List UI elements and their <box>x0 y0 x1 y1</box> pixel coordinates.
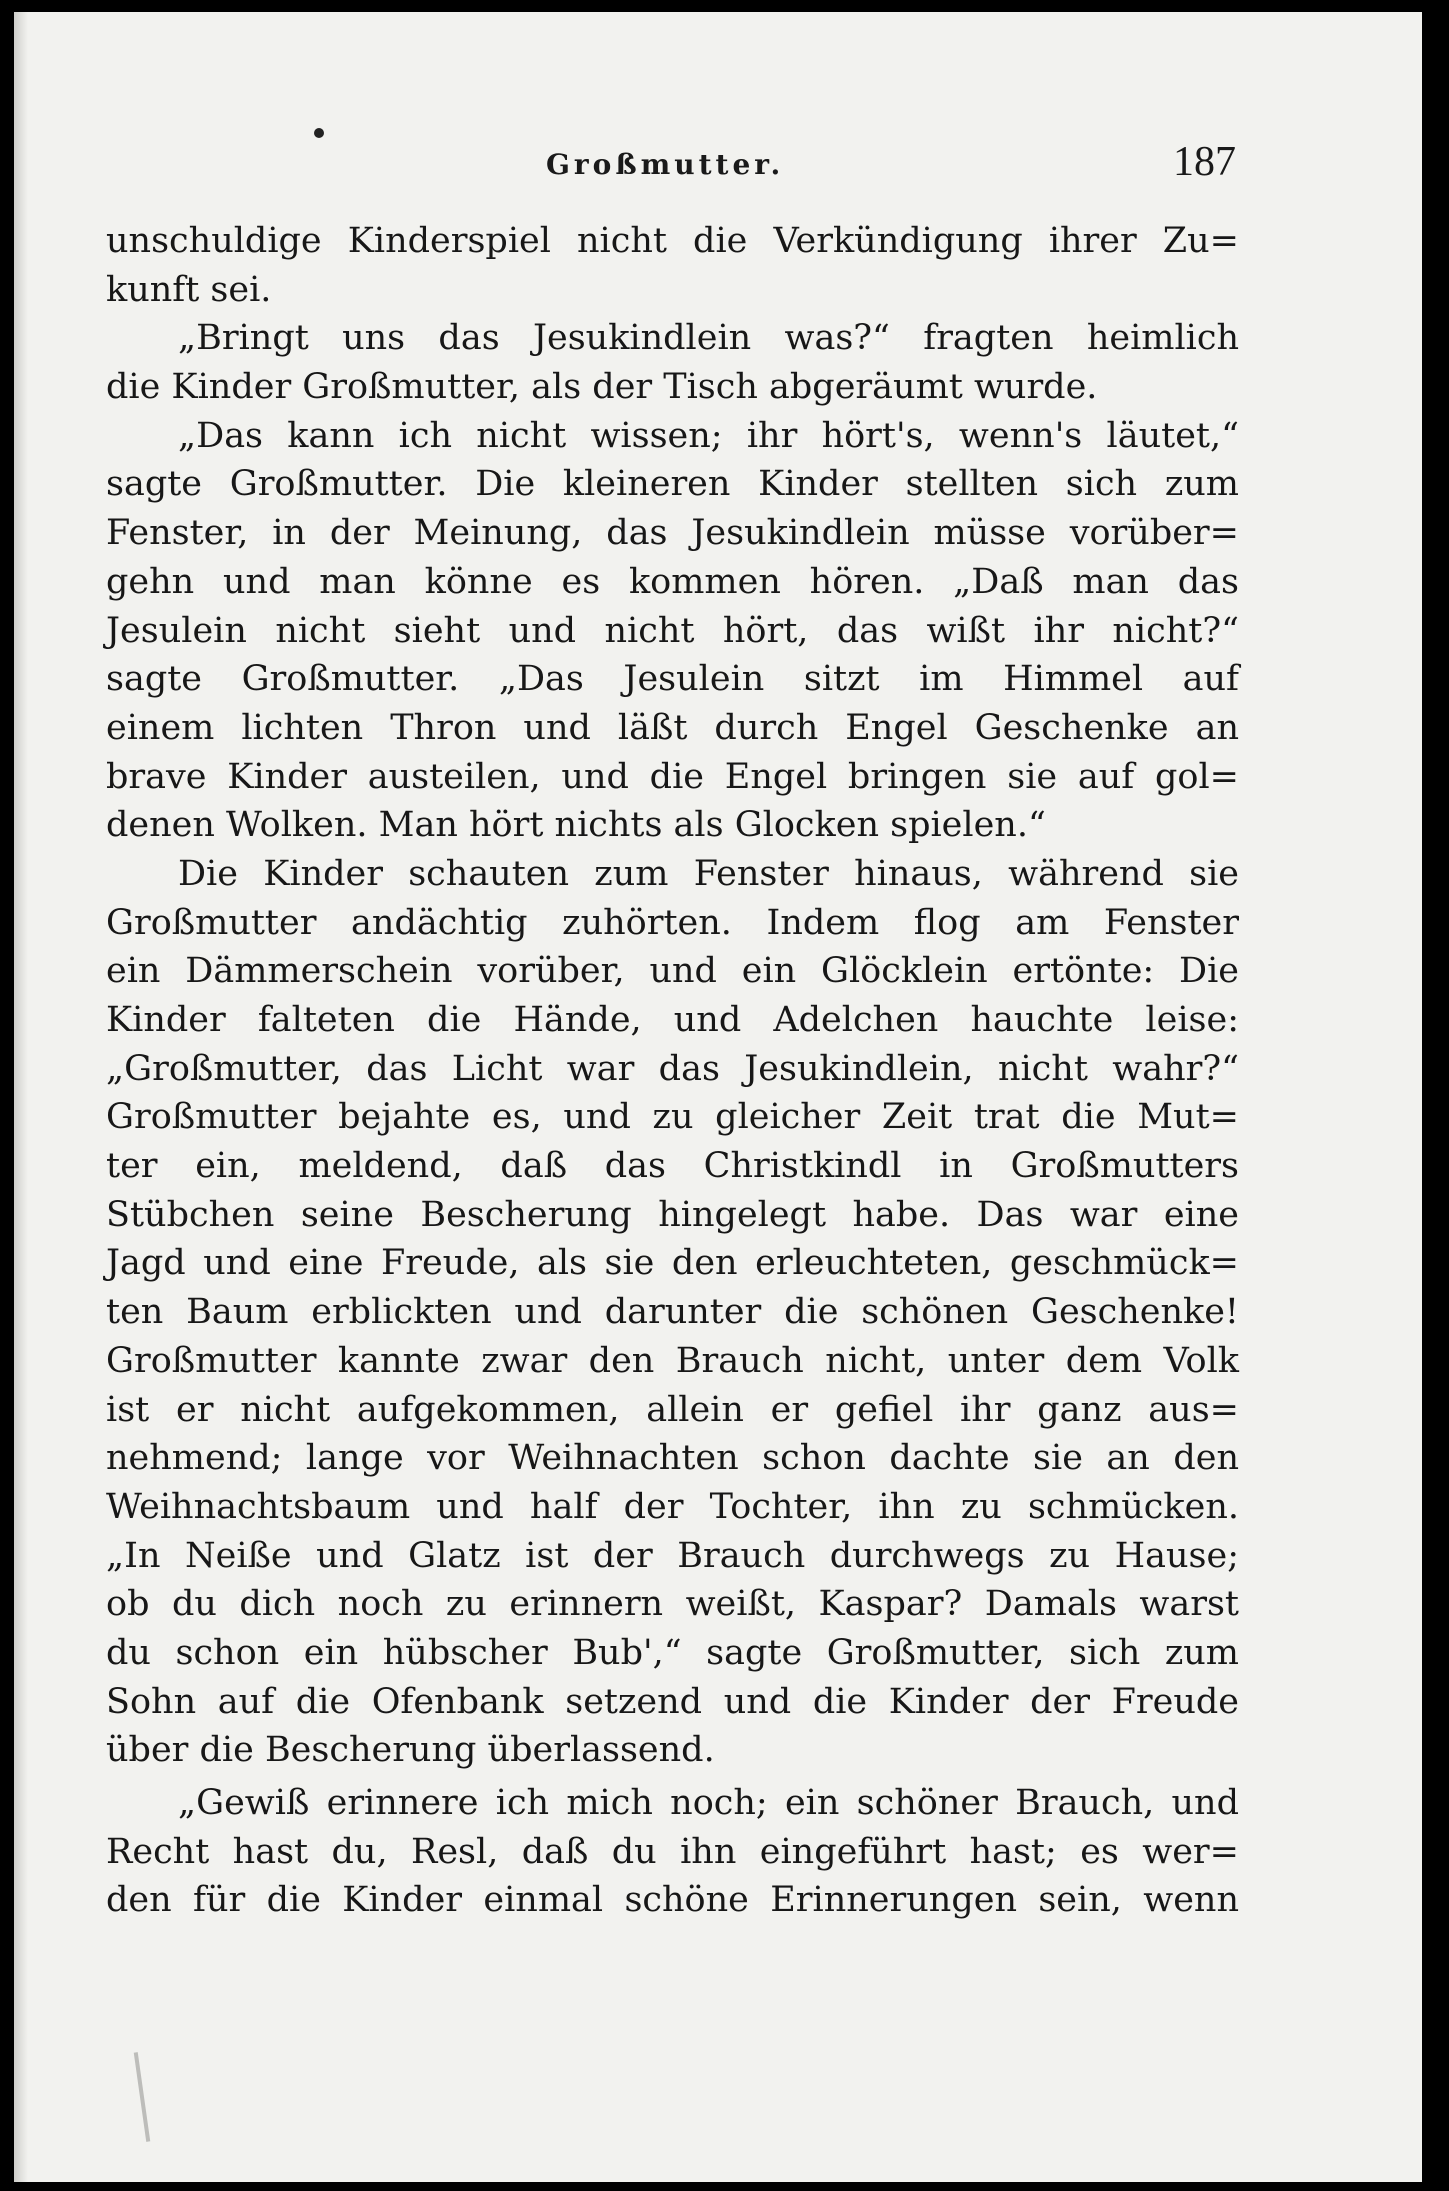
text-line: Sohn auf die Ofenbank setzend und die Kinder der Freude <box>106 1681 1239 1722</box>
body-text <box>106 217 1239 1925</box>
text-line: kunft sei. <box>106 269 272 310</box>
text-line: gehn und man könne es kommen hören. „Daß man das <box>106 561 1239 602</box>
text-line: Jagd und eine Freude, als sie den erleuchteten, geschmück= <box>106 1243 1239 1284</box>
page-number: 187 <box>1173 139 1236 185</box>
text-line: nehmend; lange vor Weihnachten schon dachte sie an den <box>106 1438 1239 1479</box>
text-line: Großmutter kannte zwar den Brauch nicht, unter dem Volk <box>106 1340 1239 1381</box>
text-line: sagte Großmutter. Die kleineren Kinder stellten sich zum <box>106 464 1239 505</box>
page-edge-shadow <box>14 12 28 2182</box>
text-line: unschuldige Kinderspiel nicht die Verkündigung ihrer Zu= <box>106 221 1239 261</box>
page-margin-mark <box>134 2052 150 2142</box>
text-line: einem lichten Thron und läßt durch Engel Geschenke an <box>106 707 1239 748</box>
ink-dot <box>314 128 324 138</box>
text-line: ob du dich noch zu erinnern weißt, Kaspar? Damals warst <box>106 1584 1239 1625</box>
running-title: Großmutter. <box>546 148 785 181</box>
text-line: „Großmutter, das Licht war das Jesukindlein, nicht wahr?“ <box>106 1048 1239 1089</box>
text-line: Recht hast du, Resl, daß du ihn eingeführt hast; es wer= <box>106 1831 1239 1872</box>
text-line: Stübchen seine Bescherung hingelegt habe. Das war eine <box>106 1194 1239 1235</box>
text-line: „Gewiß erinnere ich mich noch; ein schöner Brauch, und <box>178 1783 1239 1823</box>
text-line: ist er nicht aufgekommen, allein er gefiel ihr ganz aus= <box>106 1389 1239 1430</box>
text-line: den für die Kinder einmal schöne Erinnerungen sein, wenn <box>106 1880 1239 1921</box>
text-line: „Das kann ich nicht wissen; ihr hört's, wenn's läutet,“ <box>178 415 1239 456</box>
text-line: Großmutter andächtig zuhörten. Indem flog am Fenster <box>106 902 1239 943</box>
text-line: Jesulein nicht sieht und nicht hört, das wißt ihr nicht?“ <box>106 610 1239 651</box>
text-line: du schon ein hübscher Bub',“ sagte Großmutter, sich zum <box>106 1632 1239 1673</box>
text-line: die Kinder Großmutter, als der Tisch abgeräumt wurde. <box>106 367 1098 408</box>
book-page <box>14 12 1422 2182</box>
text-line: ein Dämmerschein vorüber, und ein Glöcklein ertönte: Die <box>106 951 1239 992</box>
text-line: „In Neiße und Glatz ist der Brauch durchwegs zu Hause; <box>106 1535 1239 1576</box>
text-line: über die Bescherung überlassend. <box>106 1730 715 1771</box>
text-line: Die Kinder schauten zum Fenster hinaus, während sie <box>178 853 1239 894</box>
running-header <box>106 138 1236 198</box>
text-line: „Bringt uns das Jesukindlein was?“ fragten heimlich <box>178 318 1239 359</box>
text-line: sagte Großmutter. „Das Jesulein sitzt im Himmel auf <box>106 659 1239 700</box>
text-line: Großmutter bejahte es, und zu gleicher Zeit trat die Mut= <box>106 1097 1239 1138</box>
text-line: Weihnachtsbaum und half der Tochter, ihn zu schmücken. <box>106 1486 1239 1527</box>
text-line: Kinder falteten die Hände, und Adelchen hauchte leise: <box>106 1000 1239 1040</box>
text-line: denen Wolken. Man hört nichts als Glocken spielen.“ <box>106 805 1046 846</box>
text-line: brave Kinder austeilen, und die Engel bringen sie auf gol= <box>106 756 1239 797</box>
text-line: Fenster, in der Meinung, das Jesukindlein müsse vorüber= <box>106 513 1239 554</box>
text-line: ten Baum erblickten und darunter die schönen Geschenke! <box>106 1292 1239 1333</box>
text-line: ter ein, meldend, daß das Christkindl in Großmutters <box>106 1146 1239 1187</box>
